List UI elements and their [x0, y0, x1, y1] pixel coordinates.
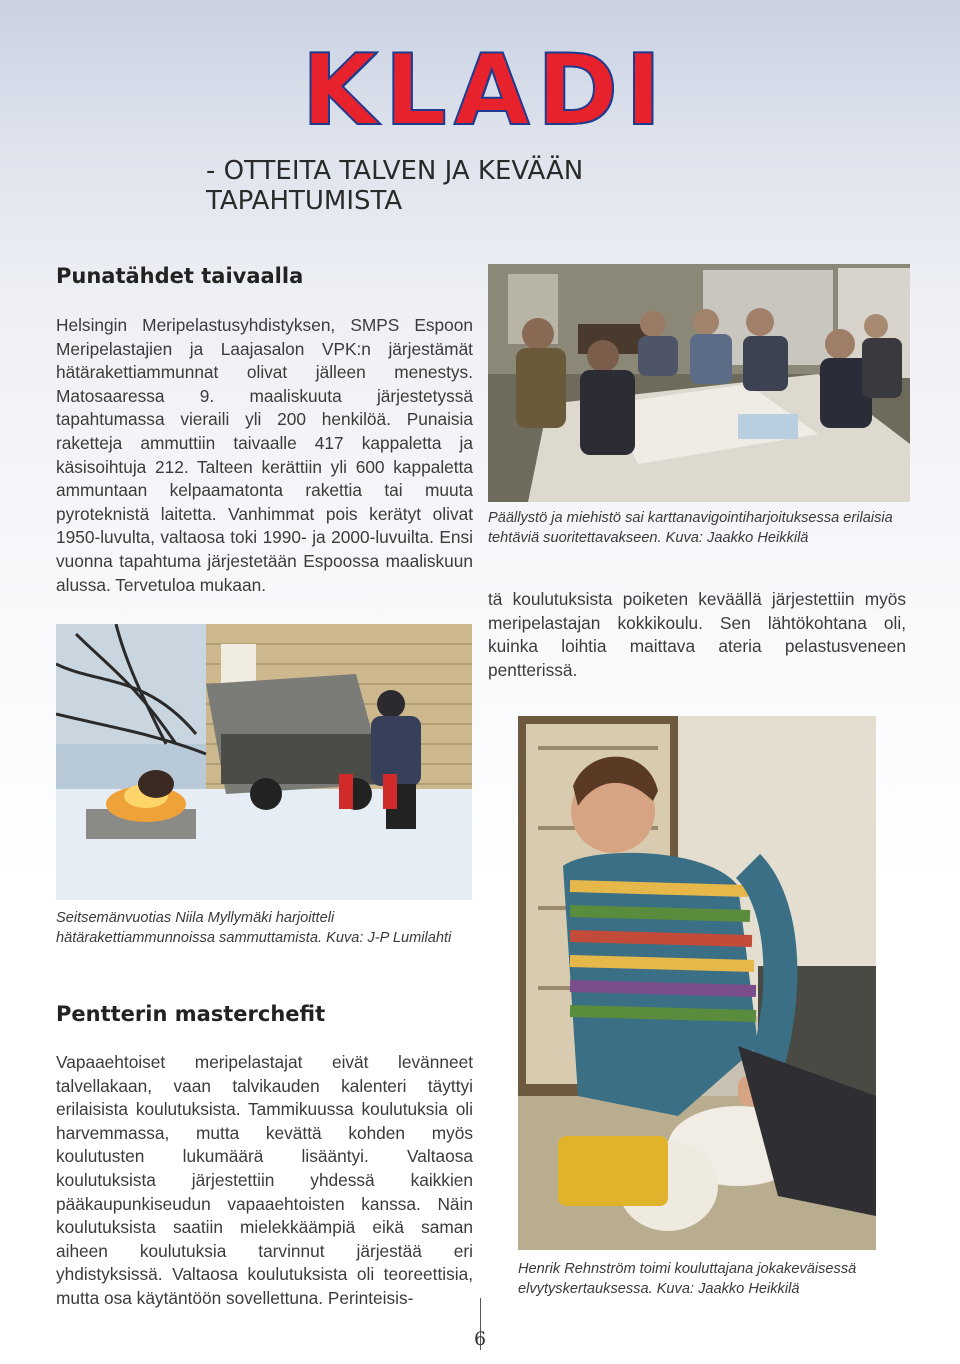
caption-map-navigation: Päällystö ja miehistö sai karttanavigointiharjoituksessa erilaisia tehtäviä suoritettavakseen. Kuva: Jaakko Heikkilä	[488, 510, 893, 546]
photo-map-navigation-training	[488, 264, 910, 502]
page-number: 6	[473, 1328, 487, 1350]
article-text-punatahdet: Helsingin Meripelastusyhdistyksen, SMPS Espoon Meripelastajien ja Laajasalon VPK:n järjestämät hätärakettiammunnat olivat jälleen menestys. Matosaaressa 9. maaliskuuta järjestetyssä tapahtumassa vieraili yli 200 henkilöä. Punaisia raketteja ammuttiin taivaalle 417 kappaletta ja käsisoihtuja 212. Talteen kerättiin yli 600 kappaletta ammuntaan kelpaamatonta rakettia tai muuta pyroteknistä laitetta. Vanhimmat pois kerätyt olivat 1950-luvulta, valtaosa toki 1990- ja 2000-luvuilta. Ensi vuonna tapahtuma järjestetään Espoossa maaliskuun alussa. Tervetuloa mukaan.	[56, 315, 473, 595]
caption-fire-extinguishing: Seitsemänvuotias Niila Myllymäki harjoitteli hätärakettiammunnoissa sammuttamista. Kuva: J-P Lumilahti	[56, 910, 452, 946]
article-text-continuation: tä koulutuksista poiketen keväällä järjestettiin myös meripelastajan kokkikoulu. Sen lähtökohtana oli, kuinka loihtia maittava ateria pelastusveneen pentterissä.	[488, 589, 906, 680]
masthead-title: KLADI	[301, 34, 669, 148]
photo-fire-extinguishing	[56, 624, 472, 900]
section-heading-punatahdet: Punatähdet taivaalla	[56, 264, 304, 288]
article-text-pentterin: Vapaaehtoiset meripelastajat eivät levänneet talvellakaan, vaan talvikauden kalenteri täyttyi erilaisista koulutuksista. Tammikuussa koulutuksia oli harvemmassa, mutta kevättä kohden myös koulutusten lukumäärä lisääntyi. Valtaosa koulutuksista järjestettiin yhdessä kaikkien pääkaupunkiseudun vapaaehtoisten kanssa. Näin koulutuksista saatiin mielekkäämpiä eikä saman aiheen koulutuksia tarvinnut järjestää eri yhdistyksissä. Valtaosa koulutuksista oli teoreettisia, mutta osa käytäntöön sovellettuna. Perinteisis-	[56, 1052, 473, 1308]
photo-cpr-training	[518, 716, 876, 1250]
page-subtitle: - OTTEITA TALVEN JA KEVÄÄN TAPAHTUMISTA	[206, 156, 584, 216]
caption-cpr-training: Henrik Rehnström toimi kouluttajana jokakeväisessä elvytyskertauksessa. Kuva: Jaakko Heikkilä	[518, 1261, 857, 1297]
section-heading-pentterin: Pentterin masterchefit	[56, 1002, 326, 1026]
